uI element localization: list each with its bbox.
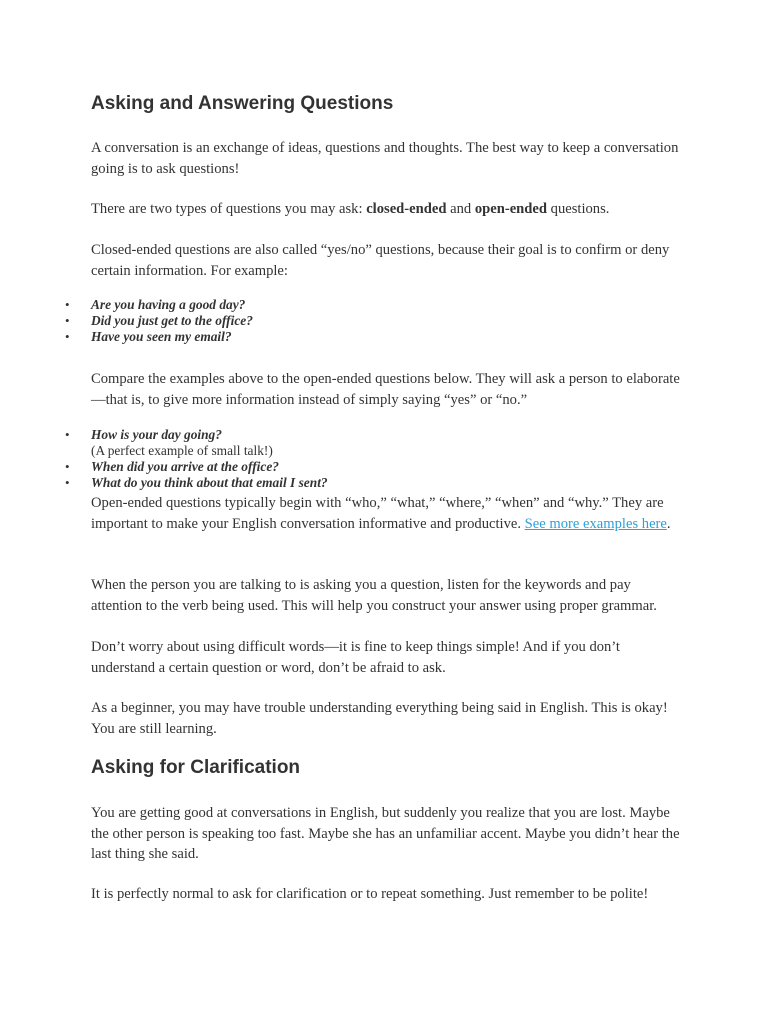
- question-types-mid: and: [446, 201, 475, 217]
- open-example-note: (A perfect example of small talk!): [91, 443, 273, 458]
- open-example: When did you arrive at the office?: [91, 459, 279, 474]
- bullet-glyph: •: [65, 475, 70, 490]
- paragraph-intro: A conversation is an exchange of ideas, questions and thoughts. The best way to keep a conversation going is to ask questions!: [91, 140, 679, 177]
- paragraph-closed-ended: Closed-ended questions are also called “yes/no” questions, because their goal is to confirm or deny certain information. For example:: [91, 242, 670, 279]
- bullet-glyph: •: [65, 329, 70, 344]
- list-item: [65, 329, 681, 345]
- term-open-ended: open-ended: [474, 201, 547, 217]
- list-item: [65, 313, 681, 329]
- list-item: [65, 297, 681, 313]
- paragraph-polite: It is perfectly normal to ask for clarification or to repeat something. Just remember to be polite!: [91, 886, 649, 902]
- paragraph-beginner: As a beginner, you may have trouble understanding everything being said in English. This is okay! You are still learning.: [91, 700, 668, 737]
- open-examples-list: [65, 427, 681, 491]
- paragraph-open-ended: [91, 493, 683, 534]
- paragraph-compare: Compare the examples above to the open-ended questions below. They will ask a person to elaborate—that is, to give more information instead of simply saying “yes” or “no.”: [91, 371, 680, 408]
- open-ended-post: .: [666, 515, 671, 532]
- paragraph-keywords: When the person you are talking to is asking you a question, listen for the keywords and pay attention to the verb being used. This will help you construct your answer using proper grammar.: [91, 577, 657, 614]
- list-item: [65, 475, 681, 491]
- bullet-glyph: •: [65, 297, 70, 312]
- open-ended-text: Open-ended questions typically begin with “who,” “what,” “where,” “when” and “why.” They are important to make your English conversation informative and productive.: [91, 495, 664, 532]
- bullet-glyph: •: [65, 313, 70, 328]
- paragraph-question-types: [91, 199, 683, 220]
- closed-example: Did you just get to the office?: [91, 313, 253, 328]
- closed-example: Are you having a good day?: [91, 297, 246, 312]
- closed-examples-list: [65, 297, 681, 345]
- term-closed-ended: closed-ended: [366, 201, 447, 217]
- heading-asking-answering: Asking and Answering Questions: [91, 93, 394, 114]
- open-example: What do you think about that email I sent?: [91, 475, 328, 490]
- bullet-glyph: •: [65, 459, 70, 474]
- question-types-pre: There are two types of questions you may ask:: [91, 201, 367, 217]
- open-example: How is your day going?: [91, 427, 222, 442]
- see-more-examples-link[interactable]: See more examples here: [524, 515, 667, 532]
- paragraph-difficult-words: Don’t worry about using difficult words—it is fine to keep things simple! And if you don’t understand a certain question or word, don’t be afraid to ask.: [91, 639, 620, 676]
- list-item: [65, 459, 681, 475]
- list-item: [65, 427, 681, 459]
- question-types-post: questions.: [547, 201, 610, 217]
- bullet-glyph: •: [65, 427, 70, 442]
- heading-clarification: Asking for Clarification: [91, 757, 301, 778]
- closed-example: Have you seen my email?: [91, 329, 232, 344]
- paragraph-getting-lost: You are getting good at conversations in English, but suddenly you realize that you are lost. Maybe the other person is speaking too fast. Maybe she has an unfamiliar accent. Maybe you didn’t hear the last thing she said.: [91, 805, 680, 862]
